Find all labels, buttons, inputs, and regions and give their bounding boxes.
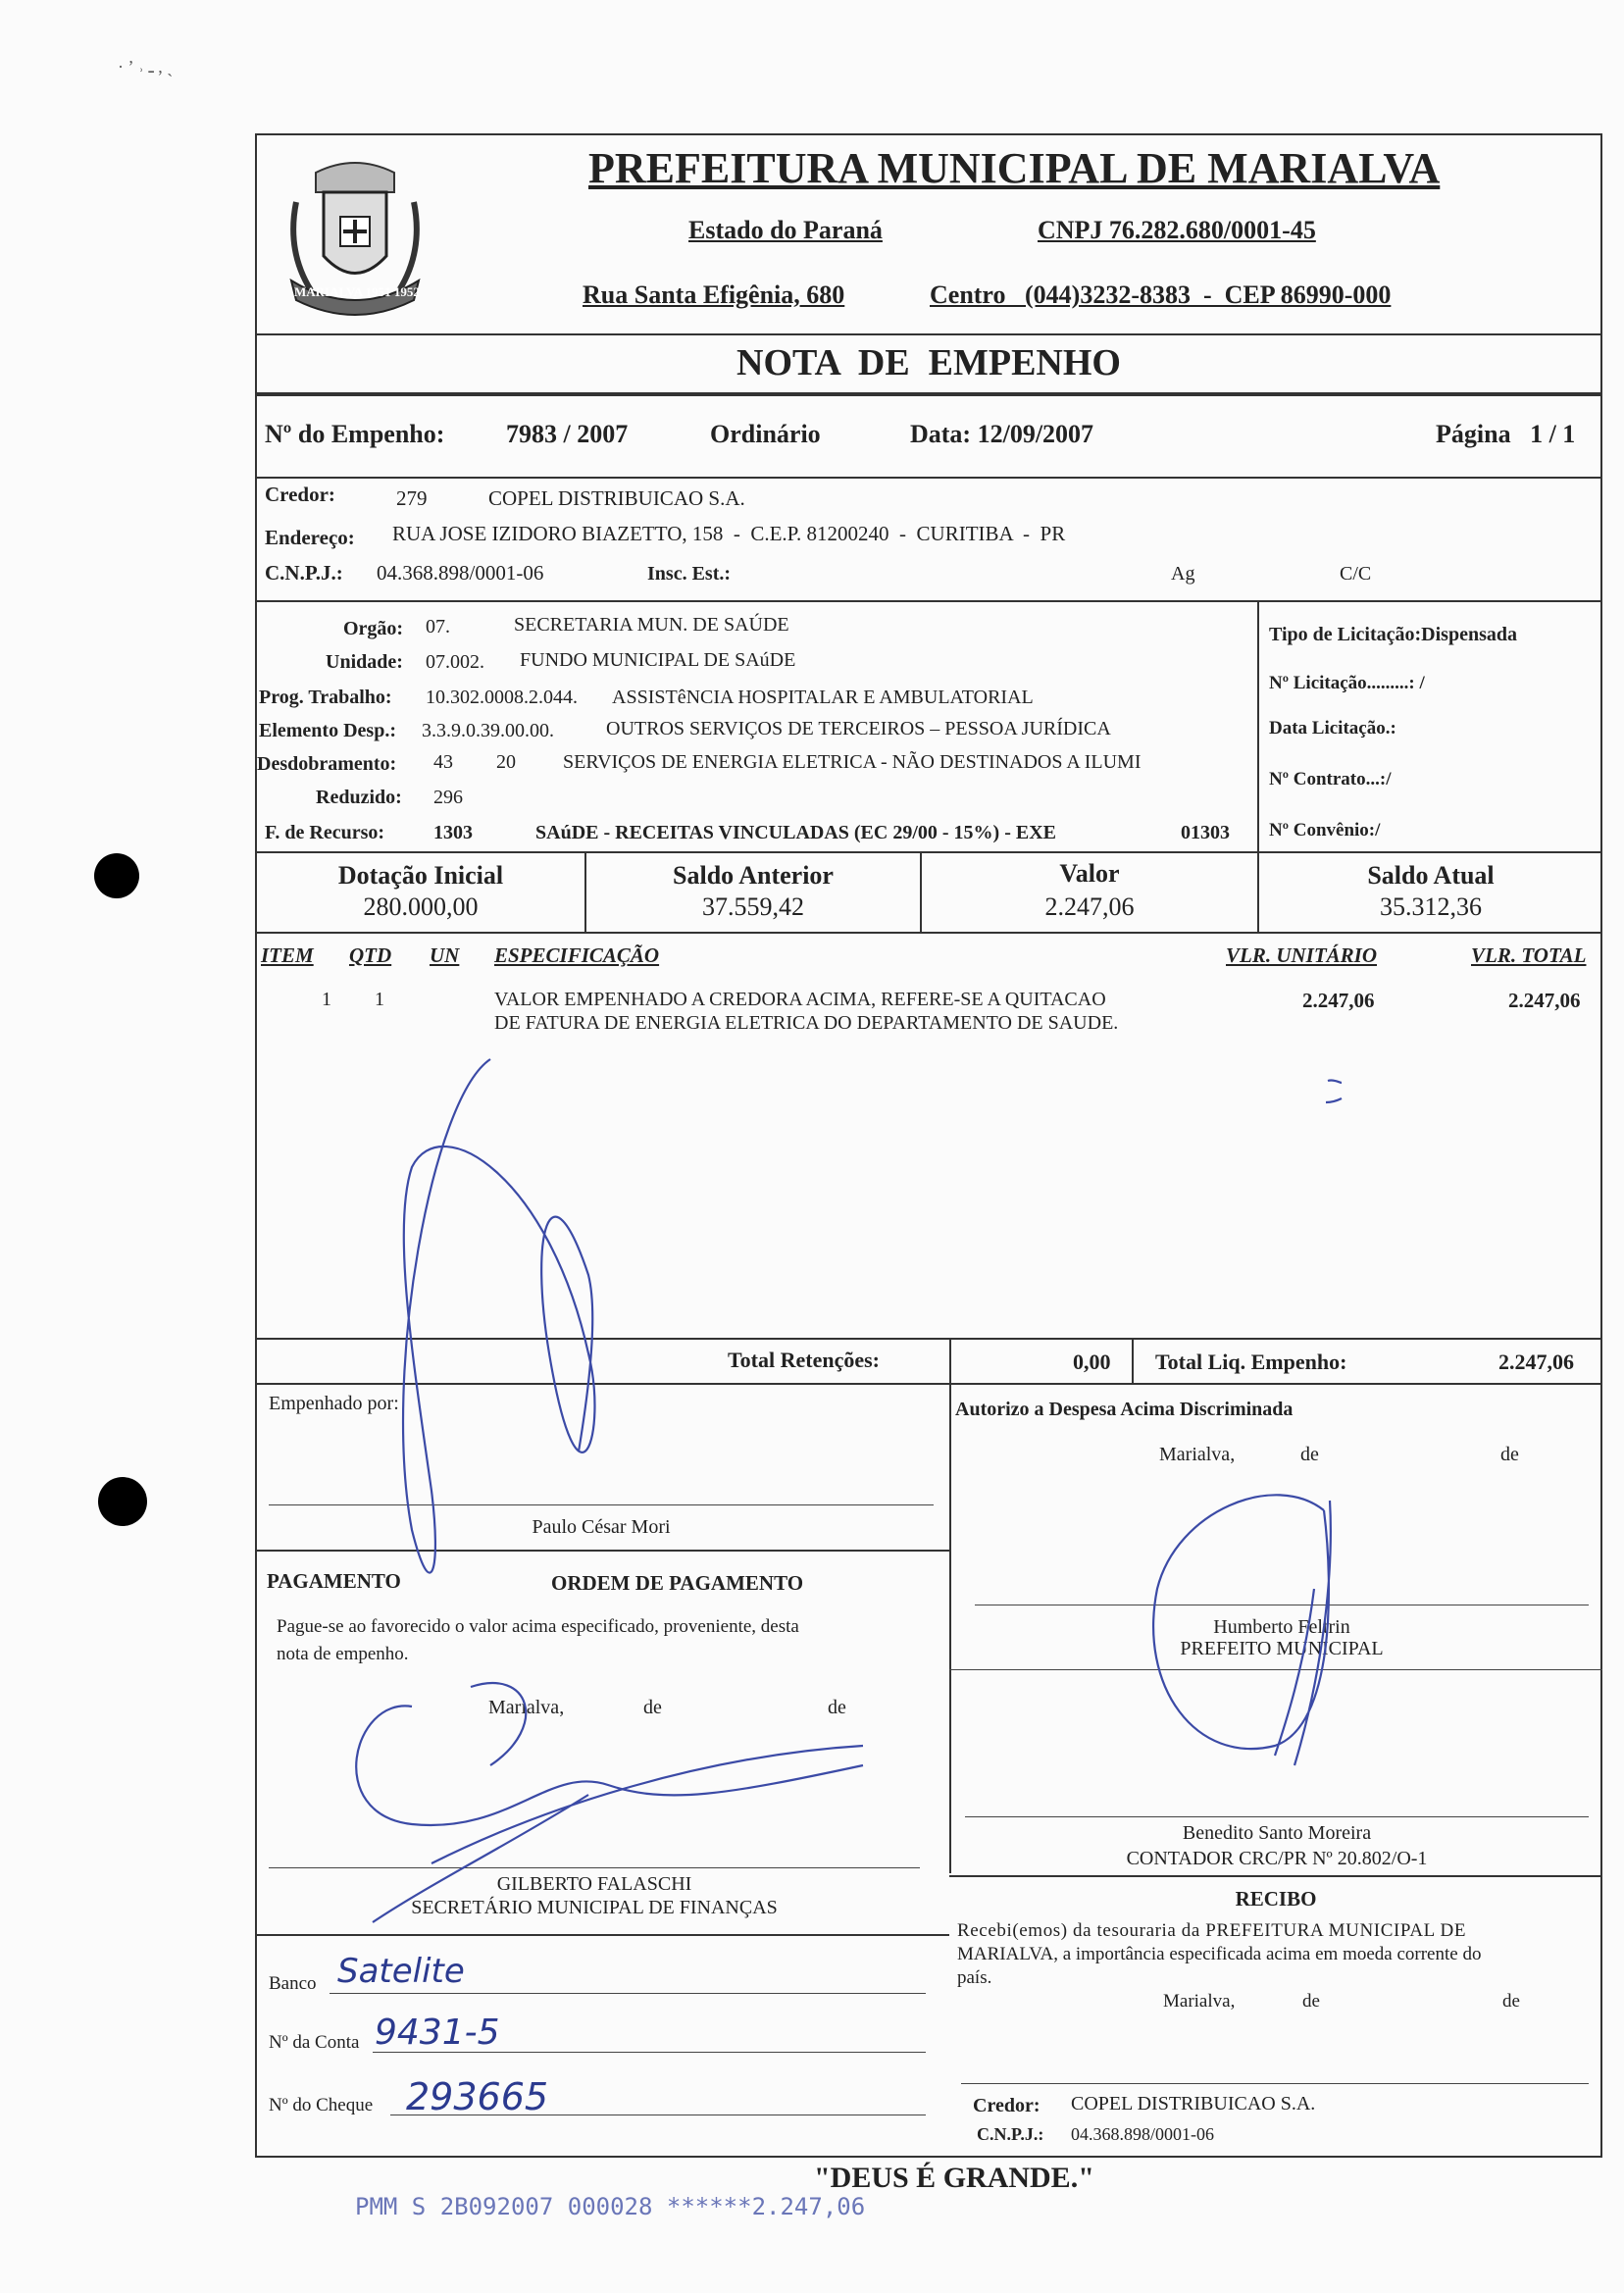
cc-label: C/C: [1340, 563, 1372, 585]
total-liq-label: Total Liq. Empenho:: [1155, 1350, 1347, 1374]
empenho-page: Página 1 / 1: [1436, 420, 1576, 448]
elemento-name: OUTROS SERVIÇOS DE TERCEIROS – PESSOA JURÍDICA: [606, 718, 1111, 739]
valor-value: 2.247,06: [1044, 892, 1135, 921]
orgao-code: 07.: [426, 616, 450, 637]
n-contrato: Nº Contrato...:/: [1269, 769, 1392, 790]
total-retencoes-label: Total Retenções:: [728, 1348, 880, 1372]
endereco-value: RUA JOSE IZIDORO BIAZETTO, 158 - C.E.P. 81200240 - CURITIBA - PR: [392, 522, 1066, 545]
saldo-anterior-label: Saldo Anterior: [673, 861, 834, 890]
ag-label: Ag: [1171, 563, 1195, 585]
row-total: 2.247,06: [1508, 989, 1581, 1012]
desdobramento-code-1: 43: [433, 751, 453, 773]
credor-code: 279: [396, 486, 428, 510]
recibo-cnpj: 04.368.898/0001-06: [1071, 2124, 1214, 2144]
autorizo-de-2: de: [1500, 1444, 1519, 1465]
doc-title: NOTA DE EMPENHO: [736, 342, 1121, 383]
col-unit: VLR. UNITÁRIO: [1226, 943, 1378, 967]
page-title: PREFEITURA MUNICIPAL DE MARIALVA: [588, 144, 1441, 192]
cheque-value: 293665: [406, 2075, 549, 2118]
signature-pen-mark: [1326, 1080, 1342, 1102]
total-liq-value: 2.247,06: [1498, 1350, 1574, 1374]
empenho-type: Ordinário: [710, 420, 821, 448]
prog-label: Prog. Trabalho:: [259, 687, 392, 708]
banco-value: Satelite: [337, 1952, 465, 1991]
conta-value: 9431-5: [375, 2013, 500, 2053]
empenho-number-label: Nº do Empenho:: [265, 420, 445, 448]
credor-label: Credor:: [265, 483, 335, 506]
row-unit: 2.247,06: [1302, 989, 1375, 1012]
dotacao-value: 280.000,00: [363, 892, 479, 921]
pague-line-2: nota de empenho.: [277, 1644, 409, 1664]
banco-label: Banco: [269, 1973, 317, 1994]
desdobramento-code-2: 20: [496, 751, 516, 773]
elemento-label: Elemento Desp.:: [259, 720, 396, 741]
endereco-label: Endereço:: [265, 526, 355, 549]
col-spec: ESPECIFICAÇÃO: [494, 943, 660, 967]
valor-label: Valor: [1059, 859, 1120, 888]
recibo-title: RECIBO: [1235, 1887, 1317, 1911]
prog-name: ASSISTêNCIA HOSPITALAR E AMBULATORIAL: [612, 687, 1034, 708]
reduzido-value: 296: [433, 787, 463, 808]
col-item: ITEM: [261, 943, 314, 967]
col-total: VLR. TOTAL: [1471, 943, 1587, 967]
ordem-de-2: de: [828, 1697, 846, 1718]
recurso-name: SAúDE - RECEITAS VINCULADAS (EC 29/00 - 15%) - EXE: [535, 822, 1056, 843]
mayor-name: Humberto Feltrin: [1213, 1616, 1350, 1638]
signature-humberto: [1153, 1495, 1331, 1765]
recibo-de-1: de: [1302, 1991, 1320, 2012]
pague-line-1: Pague-se ao favorecido o valor acima especificado, proveniente, desta: [277, 1616, 799, 1637]
orgao-name: SECRETARIA MUN. DE SAÚDE: [514, 614, 789, 636]
data-licitacao: Data Licitação.:: [1269, 718, 1396, 739]
recurso-label: F. de Recurso:: [265, 822, 385, 843]
unidade-label: Unidade:: [326, 651, 403, 673]
pagamento-label: PAGAMENTO: [267, 1569, 401, 1593]
mayor-role: PREFEITO MUNICIPAL: [1180, 1638, 1384, 1659]
credor-cnpj: 04.368.898/0001-06: [377, 561, 544, 585]
empenhado-por-label: Empenhado por:: [269, 1393, 399, 1414]
saldo-atual-value: 35.312,36: [1380, 892, 1482, 921]
row-qtd: 1: [375, 989, 384, 1010]
total-retencoes-value: 0,00: [1073, 1350, 1111, 1374]
secretario-role: SECRETÁRIO MUNICIPAL DE FINANÇAS: [411, 1897, 778, 1918]
autorizo-de-1: de: [1300, 1444, 1319, 1465]
col-un: UN: [430, 943, 460, 967]
recibo-credor-label: Credor:: [973, 2095, 1040, 2116]
scan-specks: · ʼ ˒ ـ , ˎ: [118, 57, 174, 76]
header-address: Rua Santa Efigênia, 680: [583, 280, 845, 309]
saldo-atual-label: Saldo Atual: [1367, 861, 1495, 890]
saldo-anterior-value: 37.559,42: [702, 892, 804, 921]
signature-gilberto: [356, 1683, 863, 1922]
ordem-marialva: Marialva,: [488, 1697, 565, 1718]
autorizo-label: Autorizo a Despesa Acima Discriminada: [955, 1399, 1294, 1420]
desdobramento-name: SERVIÇOS DE ENERGIA ELETRICA - NÃO DESTINADOS A ILUMI: [563, 751, 1142, 773]
col-qtd: QTD: [349, 943, 392, 967]
footer-motto: "DEUS É GRANDE.": [814, 2162, 1094, 2194]
desdobramento-label: Desdobramento:: [257, 753, 397, 775]
orgao-label: Orgão:: [343, 618, 404, 639]
cheque-label: Nº do Cheque: [269, 2095, 374, 2115]
elemento-code: 3.3.9.0.39.00.00.: [422, 720, 554, 741]
emp-signer: Paulo César Mori: [532, 1516, 671, 1538]
header-cnpj: CNPJ 76.282.680/0001-45: [1038, 216, 1316, 244]
signature-paulo: [403, 1059, 594, 1573]
autorizo-marialva: Marialva,: [1159, 1444, 1236, 1465]
recibo-marialva: Marialva,: [1163, 1991, 1236, 2012]
recurso-code-2: 01303: [1181, 822, 1230, 843]
dotacao-label: Dotação Inicial: [337, 861, 504, 890]
contador-name: Benedito Santo Moreira: [1182, 1822, 1372, 1844]
empenho-date: Data: 12/09/2007: [910, 420, 1094, 448]
coat-of-arms-ribbon: MARIALVA 1951 1952: [294, 284, 420, 299]
header-state: Estado do Paraná: [688, 216, 883, 244]
header-contact: Centro (044)3232-8383 - CEP 86990-000: [930, 280, 1392, 309]
recibo-cnpj-label: C.N.P.J.:: [977, 2124, 1044, 2144]
row-spec-line-1: VALOR EMPENHADO A CREDORA ACIMA, REFERE-SE A QUITACAO: [494, 989, 1106, 1010]
unidade-code: 07.002.: [426, 651, 484, 673]
prog-code: 10.302.0008.2.044.: [426, 687, 578, 708]
recibo-de-2: de: [1502, 1991, 1520, 2012]
recibo-line-2: MARIALVA, a importância especificada acima em moeda corrente do: [957, 1944, 1482, 1964]
recibo-line-1: Recebi(emos) da tesouraria da PREFEITURA MUNICIPAL DE: [957, 1920, 1467, 1941]
recibo-line-3: país.: [957, 1967, 992, 1988]
ordem-de-1: de: [643, 1697, 662, 1718]
tipo-licitacao-text: Tipo de Licitação:Dispensada: [1269, 624, 1517, 645]
reduzido-label: Reduzido:: [316, 787, 402, 808]
ordem-pagamento-label: ORDEM DE PAGAMENTO: [551, 1571, 804, 1595]
insc-est-label: Insc. Est.:: [647, 563, 732, 585]
contador-role: CONTADOR CRC/PR Nº 20.802/O-1: [1126, 1848, 1428, 1869]
unidade-name: FUNDO MUNICIPAL DE SAúDE: [520, 649, 796, 671]
conta-label: Nº da Conta: [269, 2032, 360, 2053]
n-convenio: Nº Convênio:/: [1269, 820, 1381, 841]
credor-cnpj-label: C.N.P.J.:: [265, 561, 343, 585]
footer-stamp: PMM S 2B092007 000028 ******2.247,06: [355, 2193, 866, 2220]
n-licitacao: Nº Licitação.........: /: [1269, 673, 1425, 693]
credor-name: COPEL DISTRIBUICAO S.A.: [488, 486, 745, 510]
secretario-name: GILBERTO FALASCHI: [496, 1873, 692, 1895]
recibo-credor-name: COPEL DISTRIBUICAO S.A.: [1071, 2093, 1316, 2115]
row-item: 1: [322, 989, 331, 1010]
recurso-code: 1303: [433, 822, 473, 843]
empenho-number: 7983 / 2007: [506, 420, 629, 448]
row-spec-line-2: DE FATURA DE ENERGIA ELETRICA DO DEPARTAMENTO DE SAUDE.: [494, 1012, 1119, 1034]
